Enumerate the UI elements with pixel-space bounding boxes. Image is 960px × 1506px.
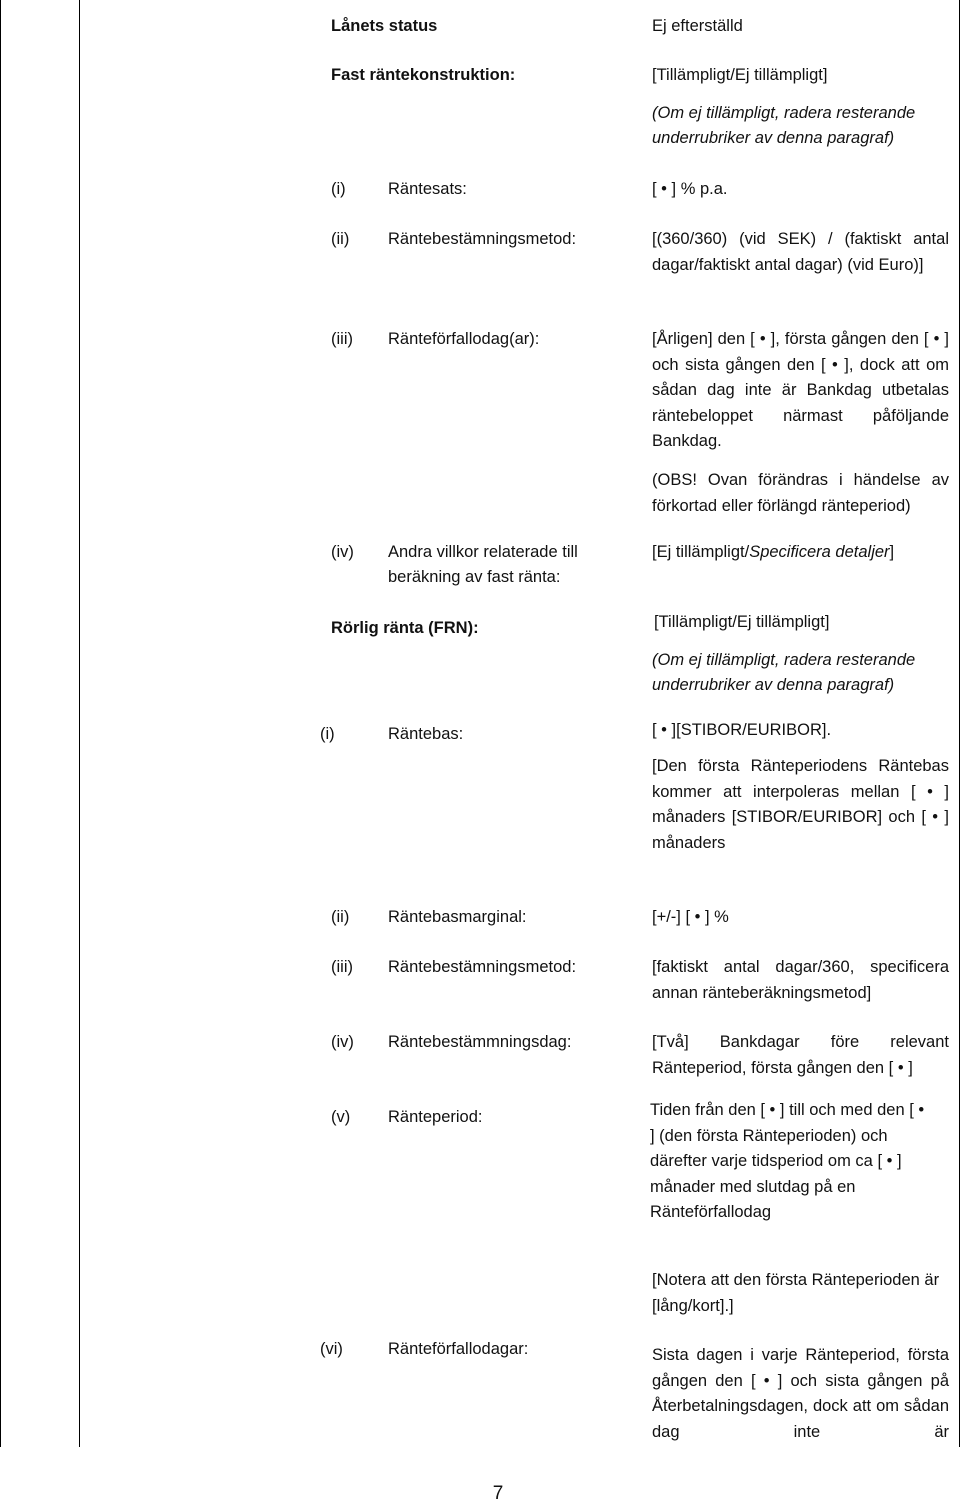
floating-day-count-label: Räntebestämningsmetod: (388, 958, 577, 976)
fixed-rate-note-line-1: (Om ej tillämpligt, radera resterande (652, 104, 916, 122)
interest-rate-label: Räntesats: (388, 180, 467, 198)
interest-period-value: Tiden från den [ • ] till och med den [ • ] (den första Ränteperioden) och därefter varje tidsperiod om ca [ • ] månader med slutdag på en Ränteförfallodag (650, 1101, 925, 1221)
loan-status-label: Lånets status (331, 17, 438, 35)
rate-fixing-date-label: Räntebestämmningsdag: (388, 1033, 572, 1051)
interest-rate-value: [ • ] % p.a. (652, 180, 728, 198)
floating-rate-applicability: [Tillämpligt/Ej tillämpligt] (654, 613, 830, 631)
fixed-rate-applicability: [Tillämpligt/Ej tillämpligt] (652, 66, 828, 84)
item-number: (vi) (320, 1340, 343, 1358)
item-number: (iv) (331, 1033, 354, 1051)
other-terms-value (652, 540, 894, 565)
margin-value: [+/-] [ • ] % (652, 908, 729, 926)
interest-payment-dates-note: (OBS! Ovan förändras i händelse av förkortad eller förlängd ränteperiod) (652, 471, 949, 515)
item-number: (iii) (331, 958, 353, 976)
other-terms-value-suffix: ] (889, 543, 895, 561)
day-count-method-label: Räntebestämningsmetod: (388, 230, 577, 248)
interest-payment-dates-value: [Årligen] den [ • ], första gången den [ • ] och sista gången den [ • ], dock att om sådan dag inte är Bankdag utbetalas räntebeloppet närmast påföljande Bankdag. (652, 330, 949, 450)
other-terms-label-line-2: beräkning av fast ränta: (388, 568, 561, 586)
floating-day-count-value: [faktiskt antal dagar/360, specificera annan ränteberäkningsmetod] (652, 958, 949, 1002)
base-rate-value: [ • ][STIBOR/EURIBOR]. (652, 721, 832, 739)
item-number: (i) (320, 725, 335, 743)
loan-status-value: Ej efterställd (652, 17, 743, 35)
fixed-rate-heading: Fast räntekonstruktion: (331, 66, 516, 84)
item-number: (ii) (331, 908, 350, 926)
interest-period-label: Ränteperiod: (388, 1108, 483, 1126)
other-terms-value-italic: Specificera detaljer (749, 543, 890, 561)
interest-payment-dates-label: Ränteförfallodag(ar): (388, 330, 540, 348)
interest-payment-days-value: Sista dagen i varje Ränteperiod, första gången den [ • ] och sista gången på Återbetalningsdagen, dock att om sådan dag inte är (652, 1346, 949, 1441)
floating-rate-note-line-2: underrubriker av denna paragraf) (652, 676, 895, 694)
item-number: (iii) (331, 330, 353, 348)
item-number: (iv) (331, 543, 354, 561)
floating-rate-heading: Rörlig ränta (FRN): (331, 619, 479, 637)
table-column-divider (79, 0, 80, 1447)
page-number: 7 (492, 1483, 504, 1504)
table-left-border (0, 0, 1, 1447)
day-count-method-value: [(360/360) (vid SEK) / (faktiskt antal dagar/faktiskt antal dagar) (vid Euro)] (652, 230, 949, 274)
rate-fixing-date-value: [Två] Bankdagar före relevant Ränteperiod, första gången den [ • ] (652, 1033, 949, 1077)
item-number: (ii) (331, 230, 350, 248)
item-number: (v) (331, 1108, 351, 1126)
margin-label: Räntebasmarginal: (388, 908, 527, 926)
other-terms-value-prefix: [Ej tillämpligt/ (652, 543, 750, 561)
interest-period-note: [Notera att den första Ränteperioden är [lång/kort].] (652, 1271, 940, 1315)
floating-rate-note-line-1: (Om ej tillämpligt, radera resterande (652, 651, 916, 669)
other-terms-label-line-1: Andra villkor relaterade till (388, 543, 578, 561)
item-number: (i) (331, 180, 346, 198)
base-rate-label: Räntebas: (388, 725, 464, 743)
base-rate-interpolation-note: [Den första Ränteperiodens Räntebas kommer att interpoleras mellan [ • ] månaders [STIBOR/EURIBOR] och [ • ] månaders (652, 757, 949, 852)
interest-payment-days-label: Ränteförfallodagar: (388, 1340, 529, 1358)
fixed-rate-note-line-2: underrubriker av denna paragraf) (652, 129, 895, 147)
